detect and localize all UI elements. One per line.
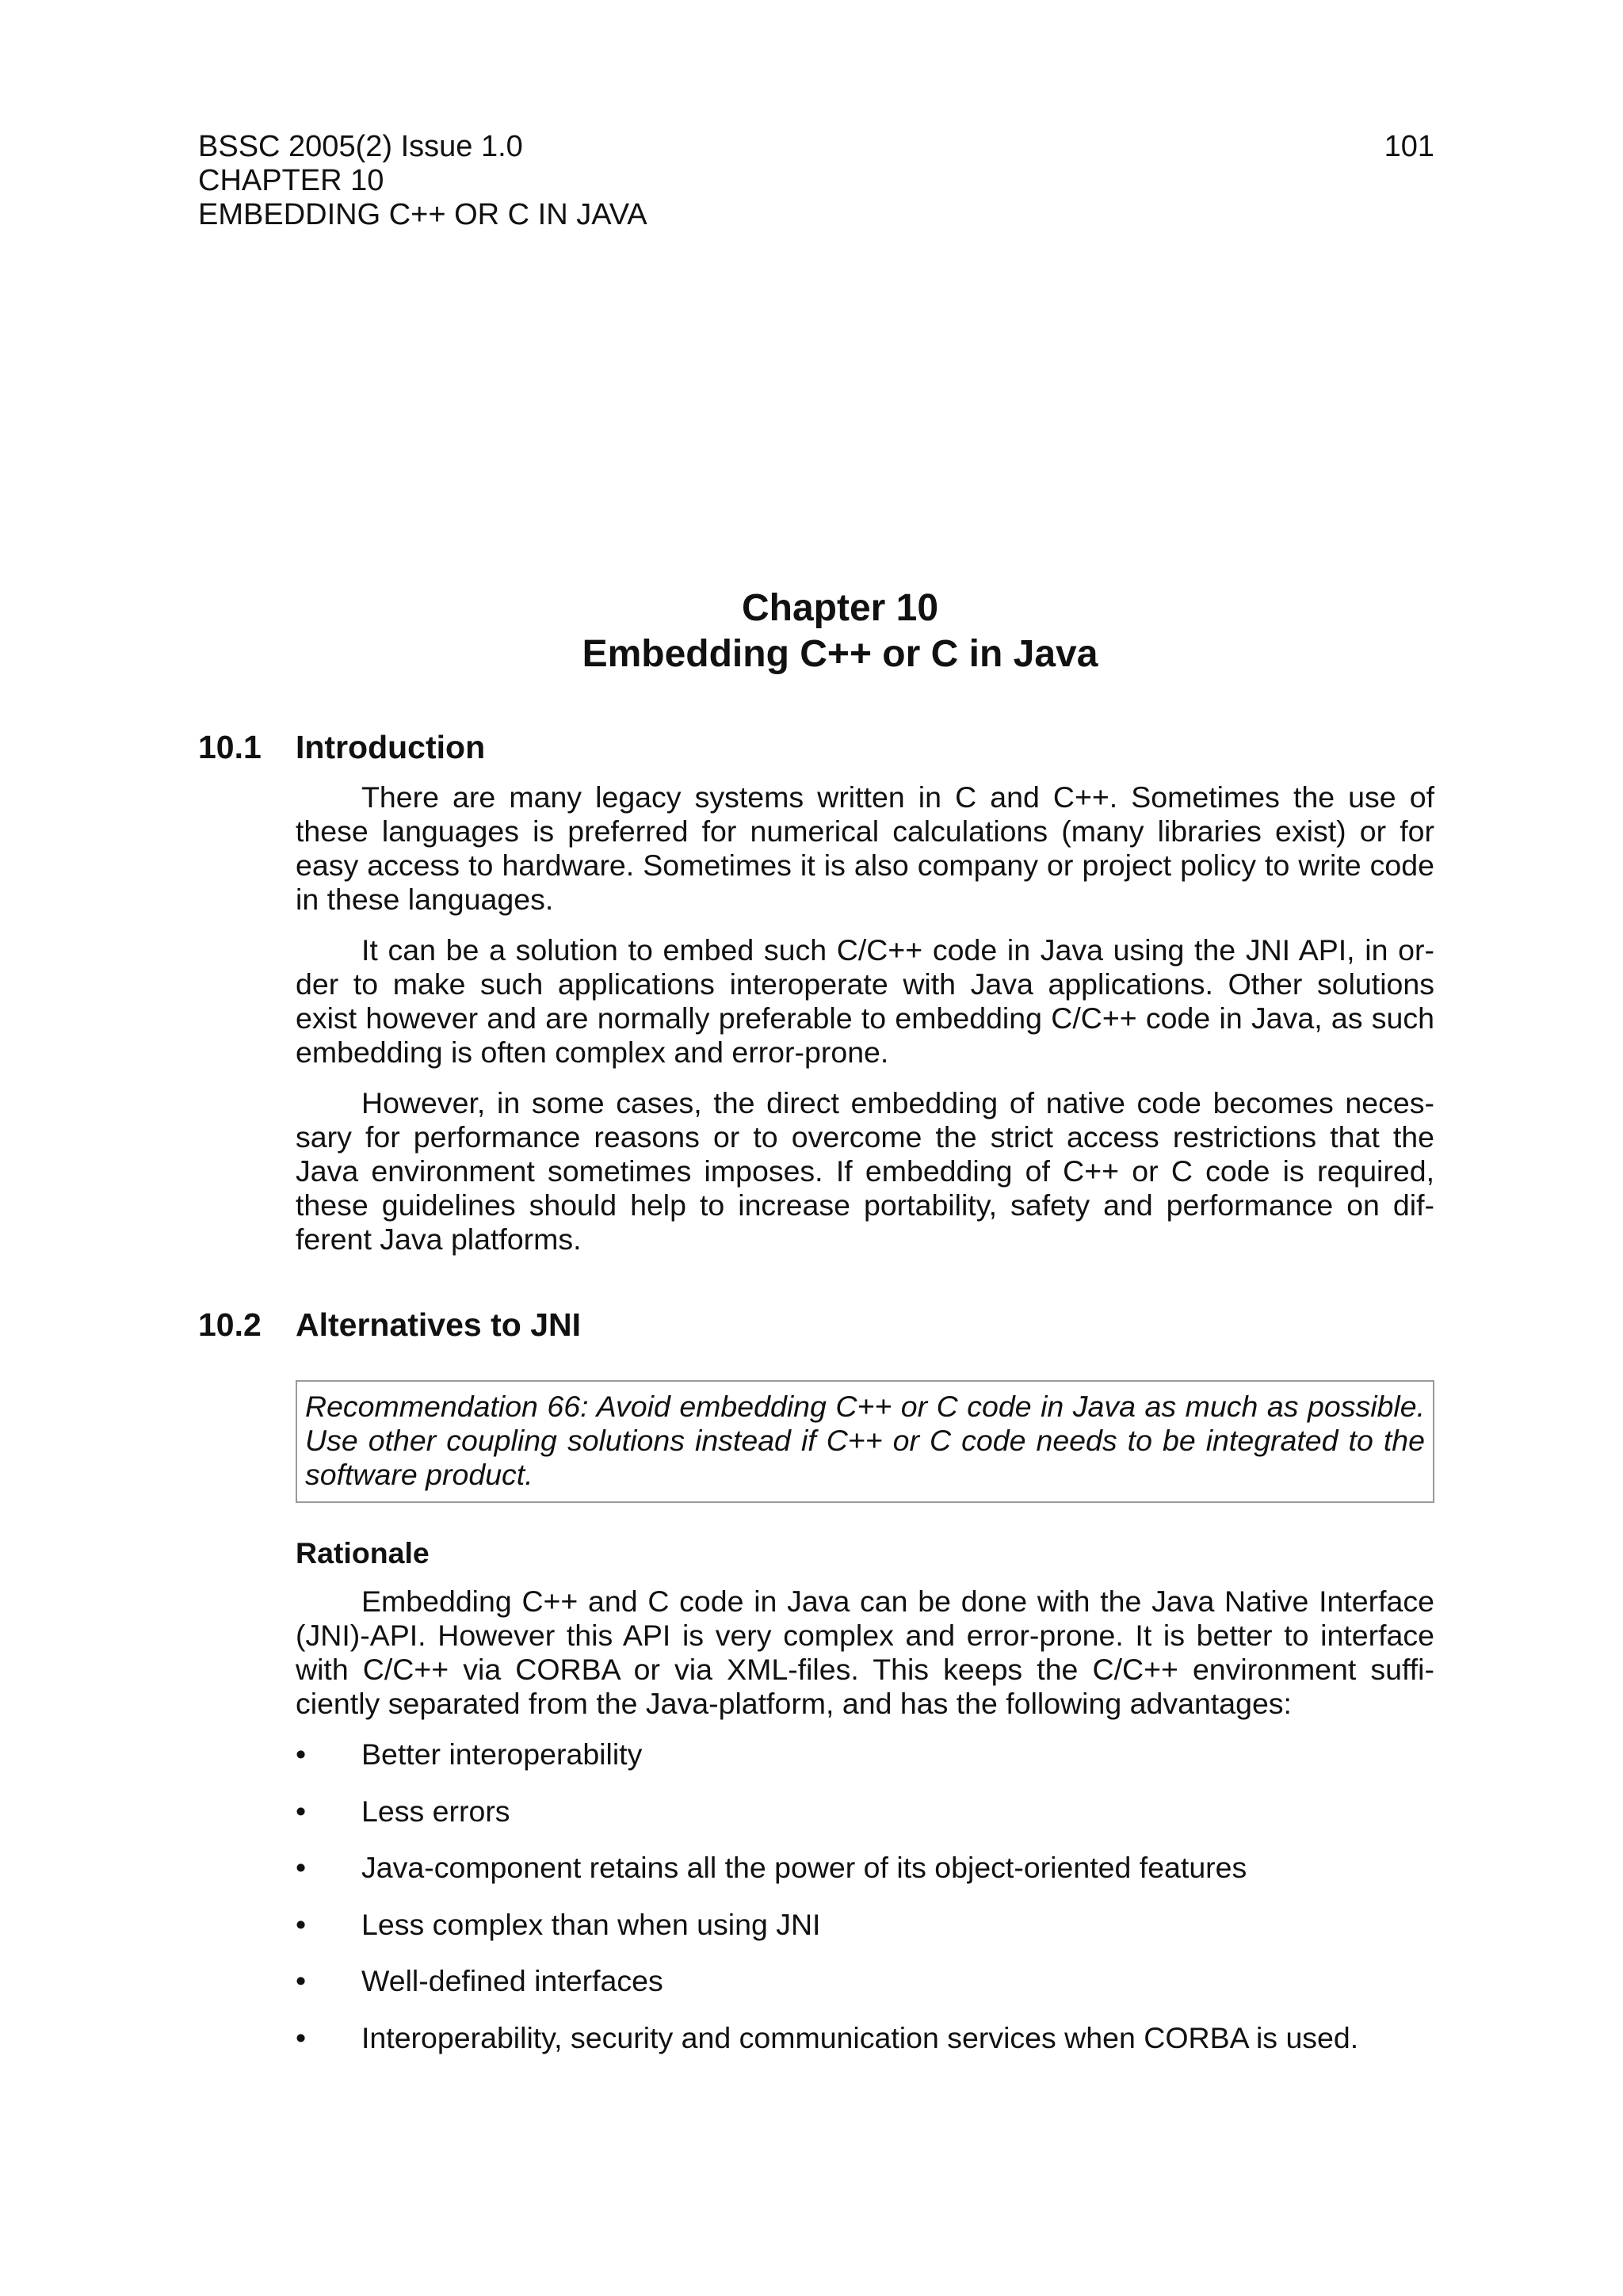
bullet-icon: • — [296, 1794, 307, 1828]
list-item — [296, 1851, 1434, 1885]
page-number: 101 — [1384, 130, 1434, 163]
alternatives-body — [296, 1380, 1434, 2055]
list-item-text: Less errors — [361, 1794, 510, 1828]
section-title: Introduction — [296, 729, 486, 765]
list-item-text: Interoperability, security and communication services when CORBA is used. — [361, 2020, 1359, 2054]
chapter-title-number: Chapter 10 — [741, 587, 939, 629]
header-chapter-label: CHAPTER 10 — [198, 164, 384, 197]
section-number: 10.1 — [198, 729, 262, 765]
section-heading-introduction — [198, 727, 1434, 768]
header-doc-id: BSSC 2005(2) Issue 1.0 — [198, 130, 523, 163]
introduction-body — [296, 780, 1434, 1257]
list-item — [296, 2021, 1434, 2055]
list-item — [296, 1737, 1434, 1772]
bullet-icon: • — [296, 1907, 307, 1941]
chapter-title-text: Embedding C++ or C in Java — [582, 633, 1098, 675]
chapter-title — [198, 585, 1434, 677]
header-chapter-subject: EMBEDDING C++ OR C IN JAVA — [198, 198, 647, 231]
bullet-icon: • — [296, 1851, 307, 1884]
section-heading-alternatives — [198, 1304, 1434, 1345]
recommendation-box: Recommendation 66: Avoid embedding C++ or C code in Java as much as possible. Use other coupling solutions instead if C++ or C code needs to be integrated to the software product. — [296, 1380, 1434, 1503]
rationale-heading: Rationale — [296, 1536, 430, 1569]
list-item — [296, 1908, 1434, 1942]
running-header — [198, 130, 1434, 232]
list-item-text: Better interoperability — [361, 1737, 643, 1771]
section-number: 10.2 — [198, 1306, 262, 1343]
list-item-text: Well-defined interfaces — [361, 1964, 663, 1997]
list-item-text: Java-component retains all the power of its object-oriented features — [361, 1851, 1247, 1884]
list-item — [296, 1794, 1434, 1829]
document-page — [198, 130, 1434, 2077]
paragraph: There are many legacy systems written in C and C++. Sometimes the use of these languages is preferred for numerical calculations (many libraries exist) or for easy access to hardware. Sometimes it is also company or project policy to write code in these languages. — [296, 780, 1434, 916]
list-item — [296, 1964, 1434, 1998]
paragraph: It can be a solution to embed such C/C++ code in Java using the JNI API, in order to make such applications interoperate with Java applications. Other solutions exist however and are normally preferable to embedding C/C++ code in Java, as such embedding is often complex and error-prone. — [296, 933, 1434, 1069]
bullet-icon: • — [296, 1737, 307, 1771]
section-title: Alternatives to JNI — [296, 1306, 581, 1343]
paragraph: However, in some cases, the direct embedding of native code becomes necessary for performance reasons or to overcome the strict access restrictions that the Java environment sometimes imposes. If embedding of C++ or C code is required, these guidelines should help to increase portability, safety and performance on different Java platforms. — [296, 1086, 1434, 1256]
bullet-icon: • — [296, 2020, 307, 2054]
rationale-paragraph: Embedding C++ and C code in Java can be done with the Java Native Interface (JNI)-API. However this API is very complex and error-prone. It is better to interface with C/C++ via CORBA or via XML-files. This keeps the C/C++ environment sufficiently separated from the Java-platform, and has the following advantages: — [296, 1585, 1434, 1720]
advantages-list — [296, 1737, 1434, 2055]
bullet-icon: • — [296, 1964, 307, 1997]
list-item-text: Less complex than when using JNI — [361, 1907, 821, 1941]
